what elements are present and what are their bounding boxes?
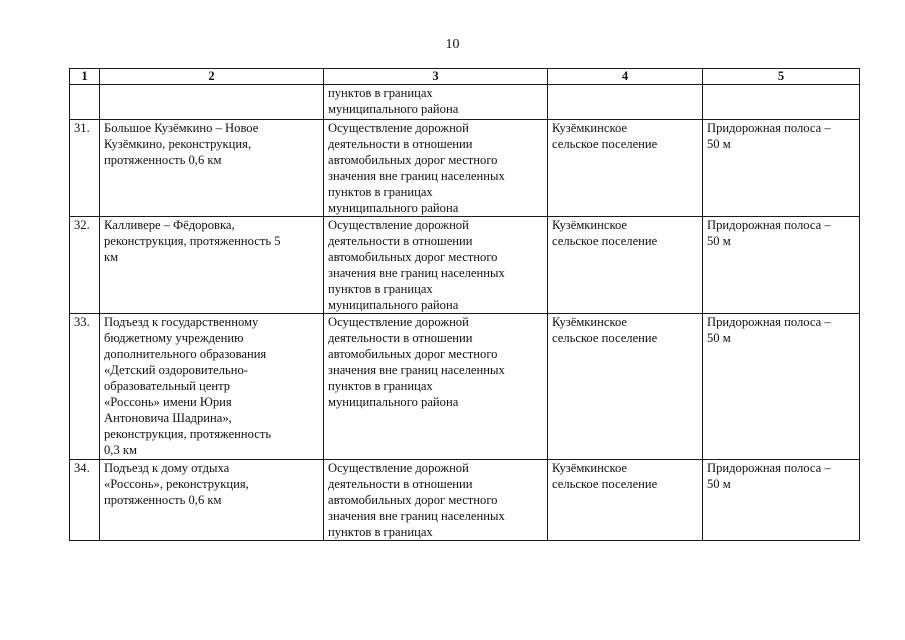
object-name: Калливере – Фёдоровка, реконструкция, протяженность 5 км — [100, 217, 324, 314]
table-row-continuation — [70, 85, 860, 120]
object-name: Подъезд к дому отдыха «Россонь», реконструкция, протяженность 0,6 км — [100, 460, 324, 541]
row-number: 32. — [70, 217, 100, 314]
objects-table — [69, 68, 860, 541]
object-purpose: Осуществление дорожной деятельности в отношении автомобильных дорог местного значения вне границ населенных пунктов в границах — [324, 460, 548, 541]
object-purpose: Осуществление дорожной деятельности в отношении автомобильных дорог местного значения вне границ населенных пунктов в границах муниципального района — [324, 120, 548, 217]
object-zone: Придорожная полоса – 50 м — [703, 120, 860, 217]
object-name: Большое Кузёмкино – Новое Кузёмкино, реконструкция, протяженность 0,6 км — [100, 120, 324, 217]
object-zone: Придорожная полоса – 50 м — [703, 314, 860, 460]
table-row — [70, 460, 860, 541]
row-number: 34. — [70, 460, 100, 541]
table-header-row — [70, 69, 860, 85]
object-location: Кузёмкинское сельское поселение — [548, 217, 703, 314]
object-zone: Придорожная полоса – 50 м — [703, 217, 860, 314]
object-zone: Придорожная полоса – 50 м — [703, 460, 860, 541]
page-number: 10 — [445, 37, 460, 52]
table-row — [70, 314, 860, 460]
column-header-4: 4 — [548, 69, 703, 85]
object-location: Кузёмкинское сельское поселение — [548, 120, 703, 217]
object-zone — [703, 85, 860, 120]
table-row — [70, 217, 860, 314]
object-purpose: Осуществление дорожной деятельности в отношении автомобильных дорог местного значения вне границ населенных пунктов в границах муниципального района — [324, 217, 548, 314]
row-number: 33. — [70, 314, 100, 460]
object-location: Кузёмкинское сельское поселение — [548, 460, 703, 541]
column-header-3: 3 — [324, 69, 548, 85]
column-header-2: 2 — [100, 69, 324, 85]
column-header-1: 1 — [70, 69, 100, 85]
column-header-5: 5 — [703, 69, 860, 85]
object-purpose: пунктов в границах муниципального района — [324, 85, 548, 120]
object-name: Подъезд к государственному бюджетному учреждению дополнительного образования «Детский оздоровительно- образовательный центр «Россонь» имени Юрия Антоновича Шадрина», реконструкция, протяженность 0,3 км — [100, 314, 324, 460]
row-number: 31. — [70, 120, 100, 217]
object-location — [548, 85, 703, 120]
table-row — [70, 120, 860, 217]
object-location: Кузёмкинское сельское поселение — [548, 314, 703, 460]
object-purpose: Осуществление дорожной деятельности в отношении автомобильных дорог местного значения вне границ населенных пунктов в границах муниципального района — [324, 314, 548, 460]
row-number — [70, 85, 100, 120]
object-name — [100, 85, 324, 120]
